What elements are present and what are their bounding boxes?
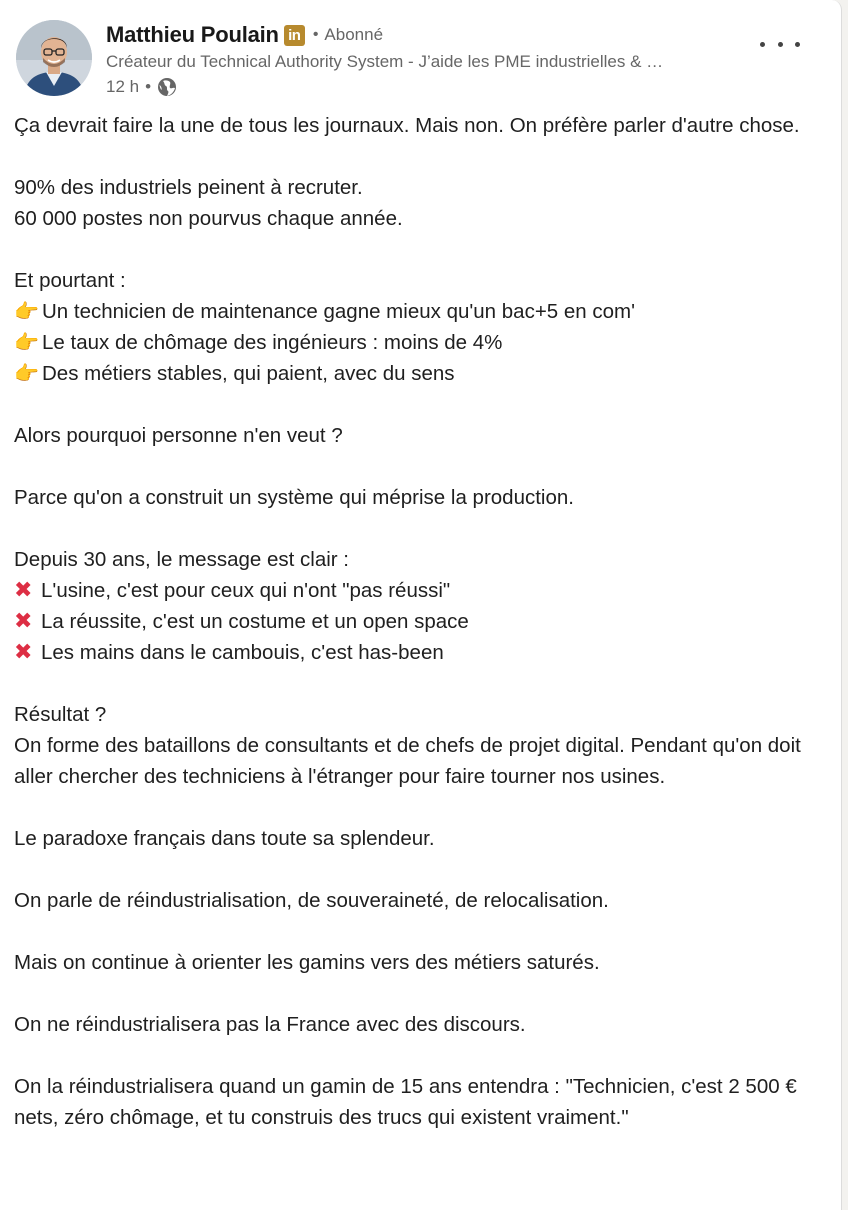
more-options-button[interactable] [760,32,800,56]
linkedin-premium-badge: in [284,25,305,46]
more-horizontal-icon [795,42,800,47]
post-paragraph: Résultat ? [14,703,107,726]
author-headline: Créateur du Technical Authority System - J’aide les PME industrielles & … [106,52,664,71]
pointing-hand-icon: 👉 [14,363,39,385]
bullet-text: Un technicien de maintenance gagne mieux qu'un bac+5 en com' [42,300,636,323]
pointing-hand-icon: 👉 [14,301,39,323]
bullet-line [14,296,820,327]
separator-dot: • [145,77,152,96]
bullet-line [14,575,820,606]
author-name-row [106,20,766,50]
more-horizontal-icon [760,42,765,47]
bullet-line [14,637,820,668]
post-paragraph: On forme des bataillons de consultants et de chefs de projet digital. Pendant qu'on doit aller chercher des techniciens à l'étranger pour faire tourner nos usines. [14,734,801,788]
bullet-line [14,358,820,389]
globe-icon [157,77,177,97]
avatar-image [16,20,92,96]
author-name[interactable]: Matthieu Poulain [106,22,279,47]
author-meta [106,20,766,100]
post-paragraph: Parce qu'on a construit un système qui méprise la production. [14,486,574,509]
post-time: 12 h [106,77,140,96]
pointing-hand-icon: 👉 [14,332,39,354]
bullet-text: L'usine, c'est pour ceux qui n'ont "pas réussi" [41,579,451,602]
bullet-line [14,606,820,637]
post-paragraph: On parle de réindustrialisation, de souveraineté, de relocalisation. [14,889,609,912]
follow-status: Abonné [324,25,384,44]
post-paragraph: Depuis 30 ans, le message est clair : [14,548,349,571]
post-paragraph: Ça devrait faire la une de tous les journaux. Mais non. On préfère parler d'autre chose. [14,114,800,137]
post-paragraph: On la réindustrialisera quand un gamin de 15 ans entendra : "Technicien, c'est 2 500 € nets, zéro chômage, et tu construis des trucs qui existent vraiment." [14,1075,797,1129]
post-paragraph: Et pourtant : [14,269,126,292]
separator-dot: • [312,26,319,43]
bullet-text: Les mains dans le cambouis, c'est has-been [41,641,444,664]
bullet-line [14,327,820,358]
post-body [14,110,820,1133]
post-paragraph: Alors pourquoi personne n'en veut ? [14,424,343,447]
cross-mark-icon: ✖ [14,639,33,664]
post-paragraph: 90% des industriels peinent à recruter. [14,176,363,199]
bullet-text: Des métiers stables, qui paient, avec du sens [42,362,455,385]
bullet-text: Le taux de chômage des ingénieurs : moins de 4% [42,331,503,354]
post-paragraph: Mais on continue à orienter les gamins vers des métiers saturés. [14,951,600,974]
post-paragraph: 60 000 postes non pourvus chaque année. [14,207,403,230]
author-avatar[interactable] [16,20,92,96]
cross-mark-icon: ✖ [14,577,33,602]
post-header [16,20,816,100]
cross-mark-icon: ✖ [14,608,33,633]
more-horizontal-icon [778,42,783,47]
bullet-text: La réussite, c'est un costume et un open space [41,610,469,633]
post-paragraph: On ne réindustrialisera pas la France avec des discours. [14,1013,526,1036]
post-paragraph: Le paradoxe français dans toute sa splendeur. [14,827,435,850]
post-time-row [106,74,766,100]
